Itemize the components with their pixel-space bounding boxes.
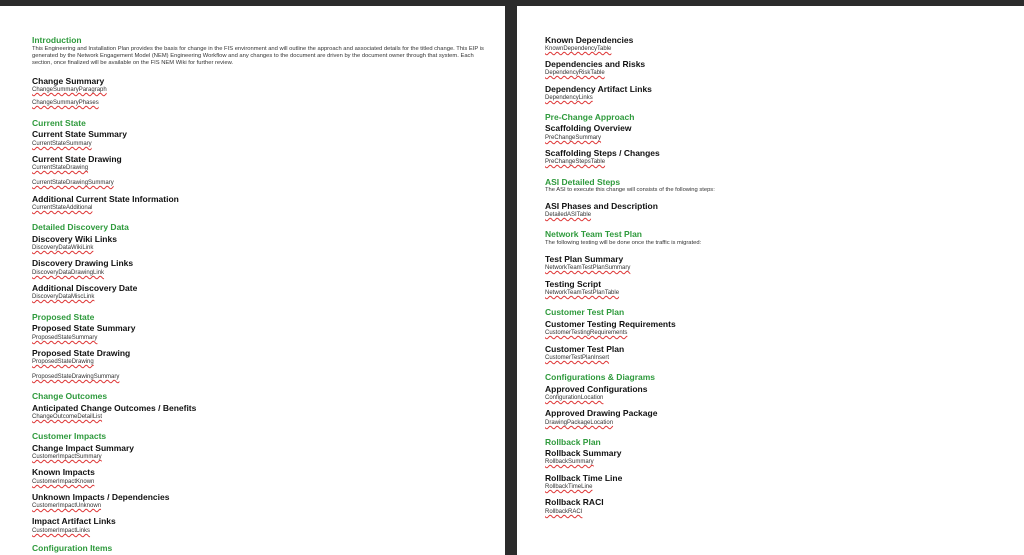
change-summary-paragraph-field[interactable]: ChangeSummaryParagraph	[32, 87, 107, 93]
detailed-asi-table-field[interactable]: DetailedASITable	[545, 212, 592, 218]
detailed-discovery-heading: Detailed Discovery Data	[32, 222, 129, 232]
customer-testing-requirements-field[interactable]: CustomerTestingRequirements	[545, 330, 628, 336]
customer-testing-requirements-heading: Customer Testing Requirements	[545, 319, 676, 329]
introduction-heading: Introduction	[32, 35, 82, 45]
rollback-time-line-heading: Rollback Time Line	[545, 473, 623, 483]
customer-test-plan-insert-field[interactable]: CustomerTestPlanInsert	[545, 355, 610, 361]
known-dependencies-heading: Known Dependencies	[545, 35, 634, 45]
current-state-summary-heading: Current State Summary	[32, 129, 127, 139]
network-team-test-plan-heading: Network Team Test Plan	[545, 229, 642, 239]
change-summary-phases-field[interactable]: ChangeSummaryPhases	[32, 100, 99, 106]
customer-impacts-heading: Customer Impacts	[32, 431, 107, 441]
proposed-state-drawing-summary-field[interactable]: ProposedStateDrawingSummary	[32, 374, 120, 380]
customer-impact-summary-field[interactable]: CustomerImpactSummary	[32, 454, 102, 460]
rollback-time-line-field[interactable]: RollbackTimeLine	[545, 484, 593, 490]
dependency-links-field[interactable]: DependencyLinks	[545, 95, 593, 101]
customer-impact-known-field[interactable]: CustomerImpactKnown	[32, 479, 95, 485]
dependency-risk-table-field[interactable]: DependencyRiskTable	[545, 70, 605, 76]
change-summary-heading: Change Summary	[32, 76, 105, 86]
unknown-impacts-heading: Unknown Impacts / Dependencies	[32, 492, 170, 502]
rollback-raci-field[interactable]: RollbackRACI	[545, 509, 583, 515]
known-impacts-heading: Known Impacts	[32, 467, 95, 477]
rollback-raci-heading: Rollback RACI	[545, 497, 604, 507]
additional-discovery-heading: Additional Discovery Date	[32, 283, 138, 293]
change-outcome-detail-field[interactable]: ChangeOutcomeDetailList	[32, 414, 103, 420]
network-team-test-plan-summary-field[interactable]: NetworkTeamTestPlanSummary	[545, 265, 631, 271]
test-plan-summary-heading: Test Plan Summary	[545, 254, 624, 264]
change-impact-summary-heading: Change Impact Summary	[32, 443, 135, 453]
discovery-drawing-link-field[interactable]: DiscoveryDataDrawingLink	[32, 270, 105, 276]
proposed-state-drawing-heading: Proposed State Drawing	[32, 348, 131, 358]
asi-intro-text: The ASI to execute this change will consists of the following steps:	[545, 187, 715, 193]
pre-change-summary-field[interactable]: PreChangeSummary	[545, 135, 602, 141]
dependency-artifact-links-heading: Dependency Artifact Links	[545, 84, 652, 94]
current-state-summary-field[interactable]: CurrentStateSummary	[32, 141, 92, 147]
customer-test-plan-heading: Customer Test Plan	[545, 307, 625, 317]
proposed-state-summary-heading: Proposed State Summary	[32, 323, 136, 333]
discovery-misc-link-field[interactable]: DiscoveryDataMiscLink	[32, 294, 95, 300]
drawing-package-location-field[interactable]: DrawingPackageLocation	[545, 420, 614, 426]
additional-current-state-heading: Additional Current State Information	[32, 194, 179, 204]
scaffolding-overview-heading: Scaffolding Overview	[545, 123, 632, 133]
anticipated-outcomes-heading: Anticipated Change Outcomes / Benefits	[32, 403, 197, 413]
discovery-wiki-links-heading: Discovery Wiki Links	[32, 234, 117, 244]
customer-test-plan-subheading: Customer Test Plan	[545, 344, 625, 354]
pre-change-steps-table-field[interactable]: PreChangeStepsTable	[545, 159, 606, 165]
current-state-additional-field[interactable]: CurrentStateAdditional	[32, 205, 93, 211]
scaffolding-steps-heading: Scaffolding Steps / Changes	[545, 148, 660, 158]
testing-script-heading: Testing Script	[545, 279, 602, 289]
current-state-drawing-heading: Current State Drawing	[32, 154, 122, 164]
document-page-left	[0, 6, 505, 555]
asi-phases-heading: ASI Phases and Description	[545, 201, 658, 211]
configuration-items-heading: Configuration Items	[32, 543, 113, 553]
asi-detailed-steps-heading: ASI Detailed Steps	[545, 177, 621, 187]
dependencies-risks-heading: Dependencies and Risks	[545, 59, 646, 69]
network-team-test-plan-table-field[interactable]: NetworkTeamTestPlanTable	[545, 290, 620, 296]
rollback-plan-heading: Rollback Plan	[545, 437, 601, 447]
current-state-drawing-field[interactable]: CurrentStateDrawing	[32, 165, 89, 171]
customer-impact-links-field[interactable]: CustomerImpactLinks	[32, 528, 91, 534]
page-gutter	[505, 0, 517, 555]
rollback-summary-heading: Rollback Summary	[545, 448, 622, 458]
proposed-state-drawing-field[interactable]: ProposedStateDrawing	[32, 359, 94, 365]
current-state-heading: Current State	[32, 118, 86, 128]
rollback-summary-field[interactable]: RollbackSummary	[545, 459, 594, 465]
network-test-intro-text: The following testing will be done once the traffic is migrated:	[545, 240, 702, 246]
known-dependency-table-field[interactable]: KnownDependencyTable	[545, 46, 612, 52]
impact-artifact-links-heading: Impact Artifact Links	[32, 516, 116, 526]
pre-change-approach-heading: Pre-Change Approach	[545, 112, 635, 122]
discovery-wiki-link-field[interactable]: DiscoveryDataWikiLink	[32, 245, 94, 251]
introduction-text: This Engineering and Installation Plan provides the basis for change in the FIS environment and will outline the approach and associated details for the titled change. This EIP is generated by the Network Engagement Model (NEM) Engineering Workflow and any changes to the document are driven by the document owner through that system. Each section, once finalized will be available on the FIS NEM Wiki for further review.	[32, 46, 484, 66]
configurations-diagrams-heading: Configurations & Diagrams	[545, 372, 656, 382]
configuration-location-field[interactable]: ConfigurationLocation	[545, 395, 604, 401]
current-state-drawing-summary-field[interactable]: CurrentStateDrawingSummary	[32, 180, 114, 186]
approved-configurations-heading: Approved Configurations	[545, 384, 648, 394]
proposed-state-heading: Proposed State	[32, 312, 95, 322]
discovery-drawing-links-heading: Discovery Drawing Links	[32, 258, 134, 268]
change-outcomes-heading: Change Outcomes	[32, 391, 108, 401]
proposed-state-summary-field[interactable]: ProposedStateSummary	[32, 335, 98, 341]
approved-drawing-package-heading: Approved Drawing Package	[545, 408, 658, 418]
customer-impact-unknown-field[interactable]: CustomerImpactUnknown	[32, 503, 102, 509]
document-page-right	[517, 6, 1024, 555]
